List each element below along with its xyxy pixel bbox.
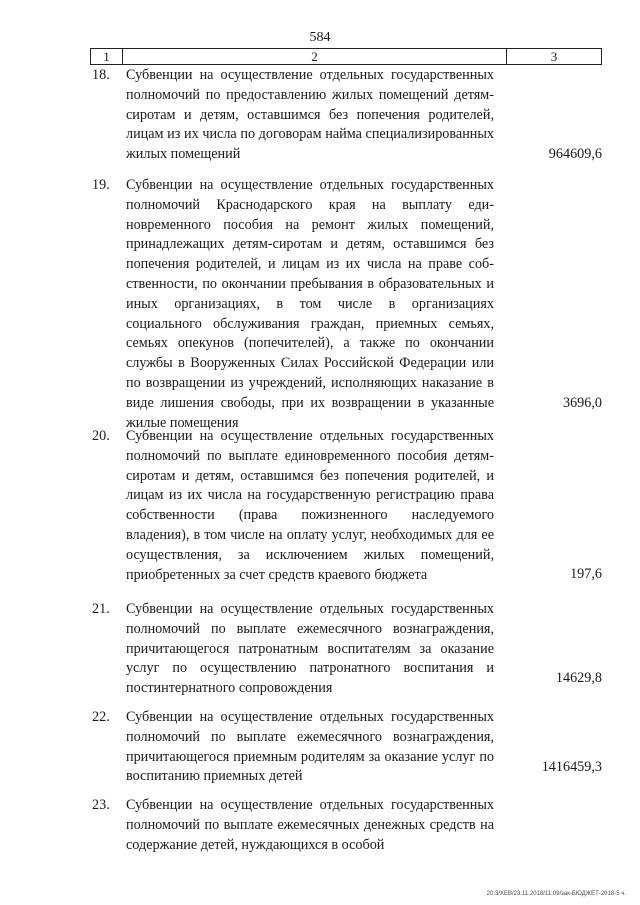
header-col-2: 2 [123, 49, 507, 64]
item-number: 18. [92, 67, 110, 83]
item-amount: 14629,8 [555, 670, 602, 686]
item-amount: 964609,6 [548, 146, 602, 162]
item-amount: 1416459,3 [541, 759, 602, 775]
table-header [90, 48, 602, 65]
page-number: 584 [309, 30, 331, 45]
item-number: 22. [92, 709, 110, 725]
item-number: 23. [92, 797, 110, 813]
item-description: Субвенции на осуществление отдельных государственных полномочий по выплате ежемесячных денежных средств на содержание детей, нуждающихся в особой [126, 797, 494, 853]
header-col-3: 3 [550, 49, 558, 64]
item-description: Субвенции на осуществление отдельных государственных полномочий по предоставлению жилых помещений детям-сиротам и детям, оставшимся без попечения родителей, лицам из их числа по договорам найма специализированных жилых помещений [126, 67, 494, 163]
item-amount: 197,6 [570, 566, 602, 582]
item-description: Субвенции на осуществление отдельных государственных полномочий Краснодарского края на выплату единовременного пособия на ремонт жилых помещений, принадлежащих детям-сиротам и детям, оставшимся без попечения родителей, и лицам из их числа на праве собственности, по окончании пребывания в образовательных и иных организациях, в том числе в организациях социального обслуживания граждан, приемных семьях, семьях опекунов (попечителей), а также по окончании службы в Вооруженных Силах Российской Федерации или по возвращении из учреждений, исполняющих наказание в виде лишения свободы, при их возвращении в указанные жилые помещения [126, 177, 494, 431]
header-col-1: 1 [91, 49, 123, 64]
item-description: Субвенции на осуществление отдельных государственных полномочий по выплате единовременного пособия детям-сиротам и детям, оставшимся без попечения родителей, и лицам из их числа на государственную регистрацию права собственности (права пожизненного наследуемого владения), в том числе на оплату услуг, необходимых для ее осуществления, за исключением жилых помещений, приобретенных за счет средств краевого бюджета [126, 428, 494, 583]
item-number: 21. [92, 601, 110, 617]
item-number: 19. [92, 177, 110, 193]
item-number: 20. [92, 428, 110, 444]
document-footer-code: 20.3/ХЕВ/23.11.2018/11:09/зак-БЮДЖЕТ-2018-5 ч. [486, 891, 626, 897]
item-description: Субвенции на осуществление отдельных государственных полномочий по выплате ежемесячного вознаграждения, причитающегося приемным родителям за оказание услуг по воспитанию приемных детей [126, 709, 494, 785]
item-description: Субвенции на осуществление отдельных государственных полномочий по выплате ежемесячного вознаграждения, причитающегося патронатным воспитателям за оказание услуг по осуществлению патронатного воспитания и постинтернатного сопровождения [126, 601, 494, 697]
item-amount: 3696,0 [562, 395, 602, 411]
